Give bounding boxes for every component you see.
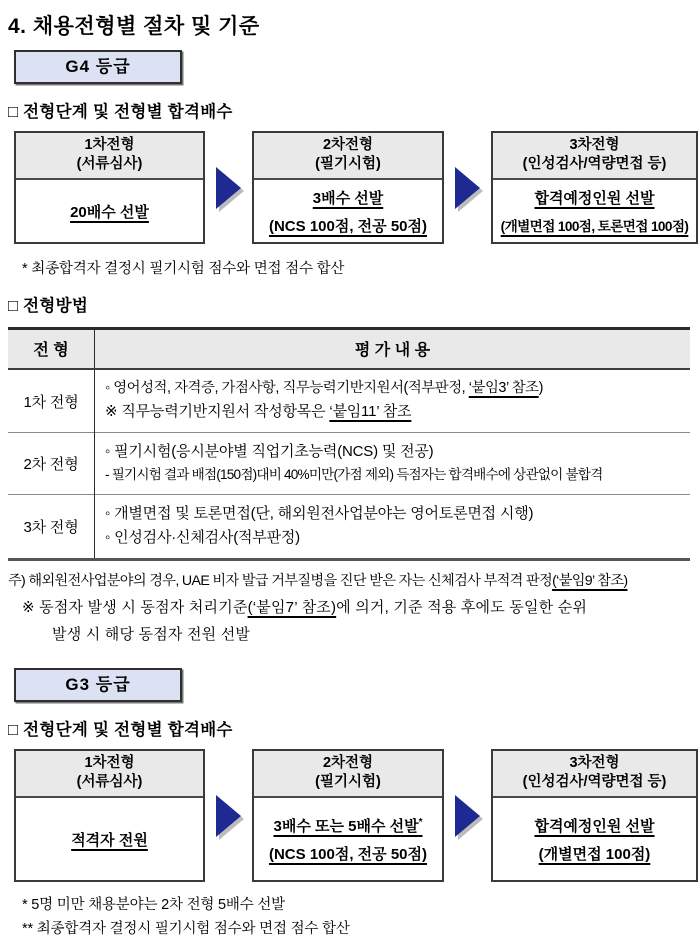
flow-box-result: 3배수 선발 — [312, 189, 384, 207]
flow-box-subtitle: (서류심사) — [76, 156, 143, 173]
flow-box-body — [493, 798, 696, 880]
flow-box-header — [254, 751, 442, 798]
g3-flow-box-1 — [14, 749, 205, 882]
arrow-zone — [205, 167, 252, 209]
flow-box-subtitle: (서류심사) — [76, 774, 143, 791]
g3-footnotes — [22, 894, 692, 942]
table-row — [8, 369, 690, 433]
flow-box-header — [493, 133, 696, 180]
g4-flow-box-1 — [14, 131, 205, 244]
flow-box-result: 합격예정인원 선발 — [534, 190, 655, 208]
flow-box-title: 1차전형 — [84, 755, 135, 772]
g4-method-table — [8, 327, 690, 561]
table-header-row — [8, 329, 690, 370]
g3-flow-box-2 — [252, 749, 444, 882]
flow-box-body — [16, 180, 203, 242]
content-cell — [95, 433, 691, 495]
flow-box-body — [16, 798, 203, 880]
g4-flow-box-3 — [491, 131, 698, 244]
flow-box-title: 3차전형 — [569, 755, 620, 772]
g4-flow-box-2 — [252, 131, 444, 244]
arrow-zone — [205, 795, 252, 837]
g4-flow-diagram — [14, 131, 698, 244]
arrow-right-icon — [455, 167, 480, 209]
flow-box-header — [493, 751, 696, 798]
page-title: 4. 채용전형별 절차 및 기준 — [8, 15, 260, 38]
heading-g3-stages: □ 전형단계 및 전형별 합격배수 — [8, 721, 233, 740]
flow-box-body — [254, 798, 442, 880]
g3-footnote-2: ** 최종합격자 결정시 필기시험 점수와 면접 점수 합산 — [22, 920, 350, 937]
heading-g4-method: □ 전형방법 — [8, 297, 89, 315]
flow-box-header — [16, 751, 203, 798]
flow-box-result: 20배수 선발 — [70, 203, 149, 221]
table-row — [8, 433, 690, 495]
flow-box-subtitle: (필기시험) — [315, 156, 381, 173]
grade-badge-g3: G3 등급 — [14, 668, 182, 702]
stage-cell: 2차 전형 — [8, 433, 95, 495]
stage-cell: 3차 전형 — [8, 494, 95, 559]
flow-box-subtitle: (인성검사/역량면접 등) — [522, 156, 667, 173]
flow-box-body — [493, 180, 696, 242]
g3-flow-diagram — [14, 749, 698, 882]
flow-box-result: 적격자 전원 — [71, 831, 148, 849]
content-cell — [95, 494, 691, 559]
arrow-right-icon — [216, 795, 241, 837]
flow-box-score: (NCS 100점, 전공 50점) — [268, 217, 427, 235]
content-line: ※ 직무능력기반지원서 작성항목은 ‘붙임11’ 참조 — [105, 403, 412, 421]
col-header-content: 평 가 내 용 — [95, 329, 691, 370]
content-line: - 필기시험 결과 배점(150점)대비 40%미만(가점 제외) 득점자는 합격배수에 상관없이 불합격 — [105, 467, 603, 483]
g4-notes — [8, 570, 692, 644]
flow-box-result: 3배수 또는 5배수 선발* — [273, 816, 423, 835]
note-uae: 주) 해외원전사업분야의 경우, UAE 비자 발급 거부질병을 진단 받은 자는 신체검사 부적격 판정(‘붙임9’ 참조) — [8, 572, 628, 589]
flow-box-header — [254, 133, 442, 180]
arrow-right-icon — [216, 167, 241, 209]
flow-box-title: 3차전형 — [569, 137, 620, 153]
flow-box-title: 1차전형 — [84, 137, 135, 153]
note-tiebreak: ※ 동점자 발생 시 동점자 처리기준(‘붙임7’ 참조)에 의거, 기준 적용 후에도 동일한 순위 — [22, 598, 588, 616]
arrow-zone — [444, 795, 491, 837]
flow-box-title: 2차전형 — [322, 755, 374, 772]
table-row — [8, 494, 690, 559]
heading-g4-stages: □ 전형단계 및 전형별 합격배수 — [8, 103, 233, 121]
flow-box-score: (개별면접 100점) — [538, 845, 651, 863]
grade-badge-g4: G4 등급 — [14, 50, 182, 84]
flow-box-score: (NCS 100점, 전공 50점) — [268, 845, 427, 863]
content-line: ◦ 개별면접 및 토론면접(단, 해외원전사업분야는 영어토론면접 시행) — [105, 504, 534, 522]
flow-box-body — [254, 180, 442, 242]
stage-cell: 1차 전형 — [8, 369, 95, 433]
content-line: ◦ 필기시험(응시분야별 직업기초능력(NCS) 및 전공) — [105, 443, 434, 461]
content-line: ◦ 영어성적, 자격증, 가점사항, 직무능력기반지원서(적부판정, ‘붙임3’ 참조) — [105, 380, 543, 396]
flow-box-score: (개별면접 100점, 토론면접 100점) — [500, 219, 689, 235]
arrow-right-icon — [455, 795, 480, 837]
col-header-stage: 전 형 — [8, 329, 95, 370]
note-tiebreak-cont: 발생 시 해당 동점자 전원 선발 — [52, 626, 251, 644]
flow-box-header — [16, 133, 203, 180]
g3-footnote-1: * 5명 미만 채용분야는 2차 전형 5배수 선발 — [22, 897, 285, 914]
g4-flow-footnote: * 최종합격자 결정시 필기시험 점수와 면접 점수 합산 — [22, 261, 345, 277]
flow-box-subtitle: (필기시험) — [315, 774, 381, 791]
flow-box-subtitle: (인성검사/역량면접 등) — [522, 774, 667, 791]
g3-flow-box-3 — [491, 749, 698, 882]
content-line: ◦ 인성검사·신체검사(적부판정) — [105, 528, 300, 546]
arrow-zone — [444, 167, 491, 209]
flow-box-title: 2차전형 — [322, 137, 374, 153]
flow-box-result: 합격예정인원 선발 — [534, 817, 655, 835]
content-cell — [95, 369, 691, 433]
